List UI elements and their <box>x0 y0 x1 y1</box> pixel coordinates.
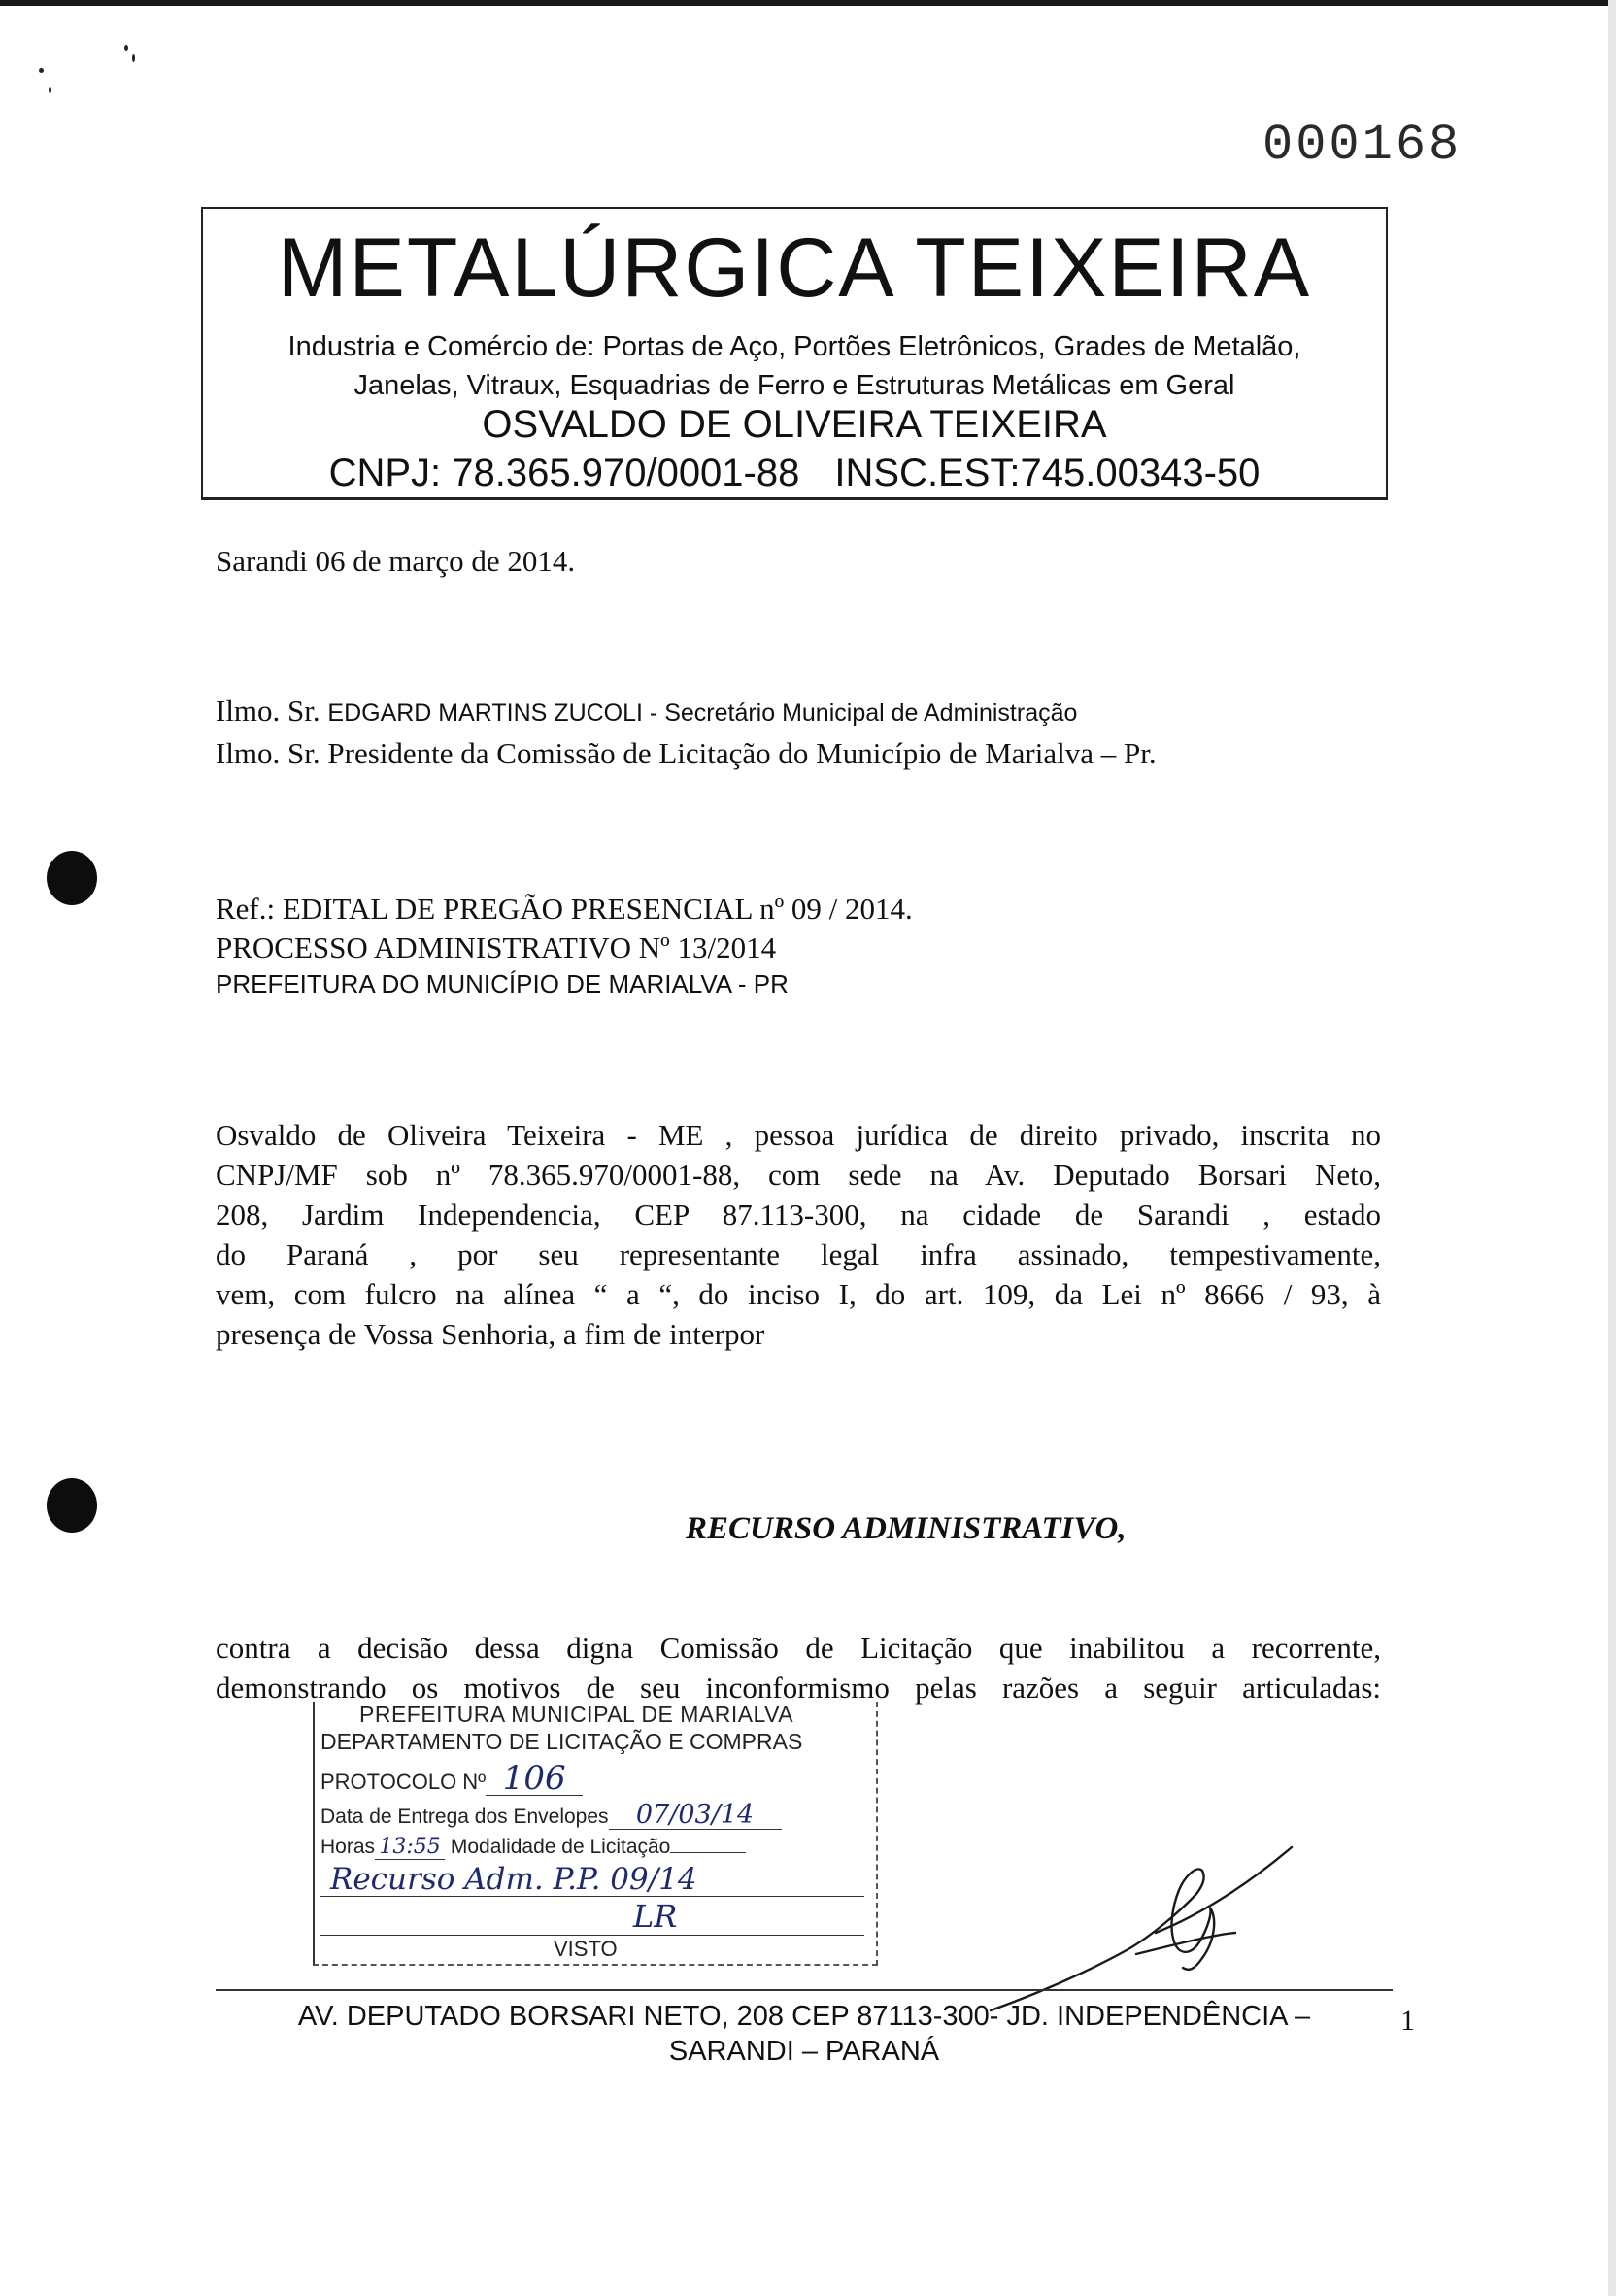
date-value-field <box>609 1800 782 1830</box>
letterhead <box>201 207 1388 500</box>
punch-hole-bottom <box>47 1478 97 1533</box>
modality-label: Modalidade de Licitação <box>450 1836 671 1858</box>
addressee-name: EDGARD MARTINS ZUCOLI - Secretário Municipal de Administração <box>327 699 1078 726</box>
reference-process: PROCESSO ADMINISTRATIVO Nº 13/2014 <box>216 930 777 964</box>
cnpj: CNPJ: 78.365.970/0001-88 <box>328 452 800 494</box>
paragraph-line: Osvaldo de Oliveira Teixeira - ME , pessoa jurídica de direito privado, inscrita no <box>216 1118 1381 1152</box>
company-description-line: Industria e Comércio de: Portas de Aço, Portões Eletrônicos, Grades de Metalão, <box>287 331 1301 362</box>
signature-stroke <box>991 1847 1292 2010</box>
stamp-date-row <box>320 1800 782 1830</box>
protocol-label: PROTOCOLO Nº <box>320 1770 487 1794</box>
scan-speck <box>49 87 51 93</box>
paragraph-line: do Paraná , por seu representante legal infra assinado, tempestivamente, <box>216 1237 1381 1271</box>
scan-speck <box>124 45 128 51</box>
reference-municipality: PREFEITURA DO MUNICÍPIO DE MARIALVA - PR <box>216 969 789 998</box>
scan-right-edge <box>1608 0 1616 2296</box>
scan-speck <box>39 68 44 73</box>
footer-address-line: SARANDI – PARANÁ <box>668 2036 940 2067</box>
date-label: Data de Entrega dos Envelopes <box>320 1806 609 1828</box>
protocol-value: 106 <box>502 1759 566 1798</box>
registration-numbers <box>203 452 1386 494</box>
hours-value-field <box>375 1836 445 1860</box>
paragraph-line: presença de Vossa Senhoria, a fim de interpor <box>216 1317 765 1351</box>
footer-rule <box>216 1989 1393 1991</box>
company-description-line: Janelas, Vitraux, Esquadrias de Ferro e Estruturas Metálicas em Geral <box>354 370 1235 401</box>
paragraph-line: demonstrando os motivos de seu inconformismo pelas razões a seguir articuladas: <box>216 1671 1381 1705</box>
visto-label: VISTO <box>554 1937 618 1961</box>
date-line: Sarandi 06 de março de 2014. <box>216 544 576 578</box>
addressee-prefix: Ilmo. Sr. <box>216 693 320 727</box>
footer-address <box>216 1999 1393 2069</box>
paragraph-line: 208, Jardim Independencia, CEP 87.113-300, na cidade de Sarandi , estado <box>216 1198 1381 1232</box>
stamp-hours-row <box>320 1836 746 1860</box>
company-description <box>222 327 1366 405</box>
document-title: RECURSO ADMINISTRATIVO, <box>686 1511 1127 1546</box>
addressee-name: Presidente da Comissão de Licitação do Município de Marialva – Pr. <box>327 736 1157 770</box>
protocol-value-field <box>486 1759 583 1798</box>
company-name: METALÚRGICA TEIXEIRA <box>277 221 1312 315</box>
stamp-visto-line <box>320 1900 864 1936</box>
scan-speck <box>132 54 135 62</box>
stamp-note-row <box>320 1863 864 1897</box>
owner-name: OSVALDO DE OLIVEIRA TEIXEIRA <box>482 403 1107 446</box>
stamp-header-city: PREFEITURA MUNICIPAL DE MARIALVA <box>359 1702 794 1727</box>
sheet-number-stamp: 000168 <box>1262 117 1463 174</box>
signature <box>981 1826 1301 2020</box>
addressee-prefix: Ilmo. Sr. <box>216 736 320 770</box>
paragraph-line: CNPJ/MF sob nº 78.365.970/0001-88, com sede na Av. Deputado Borsari Neto, <box>216 1158 1381 1192</box>
hours-label: Horas <box>320 1836 376 1858</box>
modality-value-field <box>670 1852 746 1853</box>
addressee-1 <box>216 692 1077 732</box>
handwritten-note: Recurso Adm. P.P. 09/14 <box>330 1862 697 1897</box>
footer-page-number: 1 <box>1400 2005 1415 2037</box>
date-value: 07/03/14 <box>635 1800 755 1830</box>
addressee-2 <box>216 734 1157 773</box>
footer-address-line: AV. DEPUTADO BORSARI NETO, 208 CEP 87113-300- JD. INDEPENDÊNCIA – <box>297 2001 1311 2032</box>
scan-top-edge <box>0 0 1616 6</box>
main-paragraph <box>216 1115 1381 1354</box>
protocol-stamp <box>313 1702 878 1966</box>
state-registration: INSC.EST:745.00343-50 <box>834 452 1261 494</box>
hours-value: 13:55 <box>379 1835 441 1859</box>
paragraph-line: contra a decisão dessa digna Comissão de Licitação que inabilitou a recorrente, <box>216 1631 1381 1665</box>
stamp-header-department: DEPARTAMENTO DE LICITAÇÃO E COMPRAS <box>320 1729 803 1754</box>
contra-paragraph <box>216 1628 1381 1707</box>
visto-initials: LR <box>633 1898 678 1935</box>
paragraph-line: vem, com fulcro na alínea “ a “, do inciso I, do art. 109, da Lei nº 8666 / 93, à <box>216 1277 1381 1311</box>
punch-hole-top <box>47 851 97 905</box>
stamp-protocol-row <box>320 1759 583 1798</box>
reference-edital: Ref.: EDITAL DE PREGÃO PRESENCIAL nº 09 / 2014. <box>216 892 913 926</box>
